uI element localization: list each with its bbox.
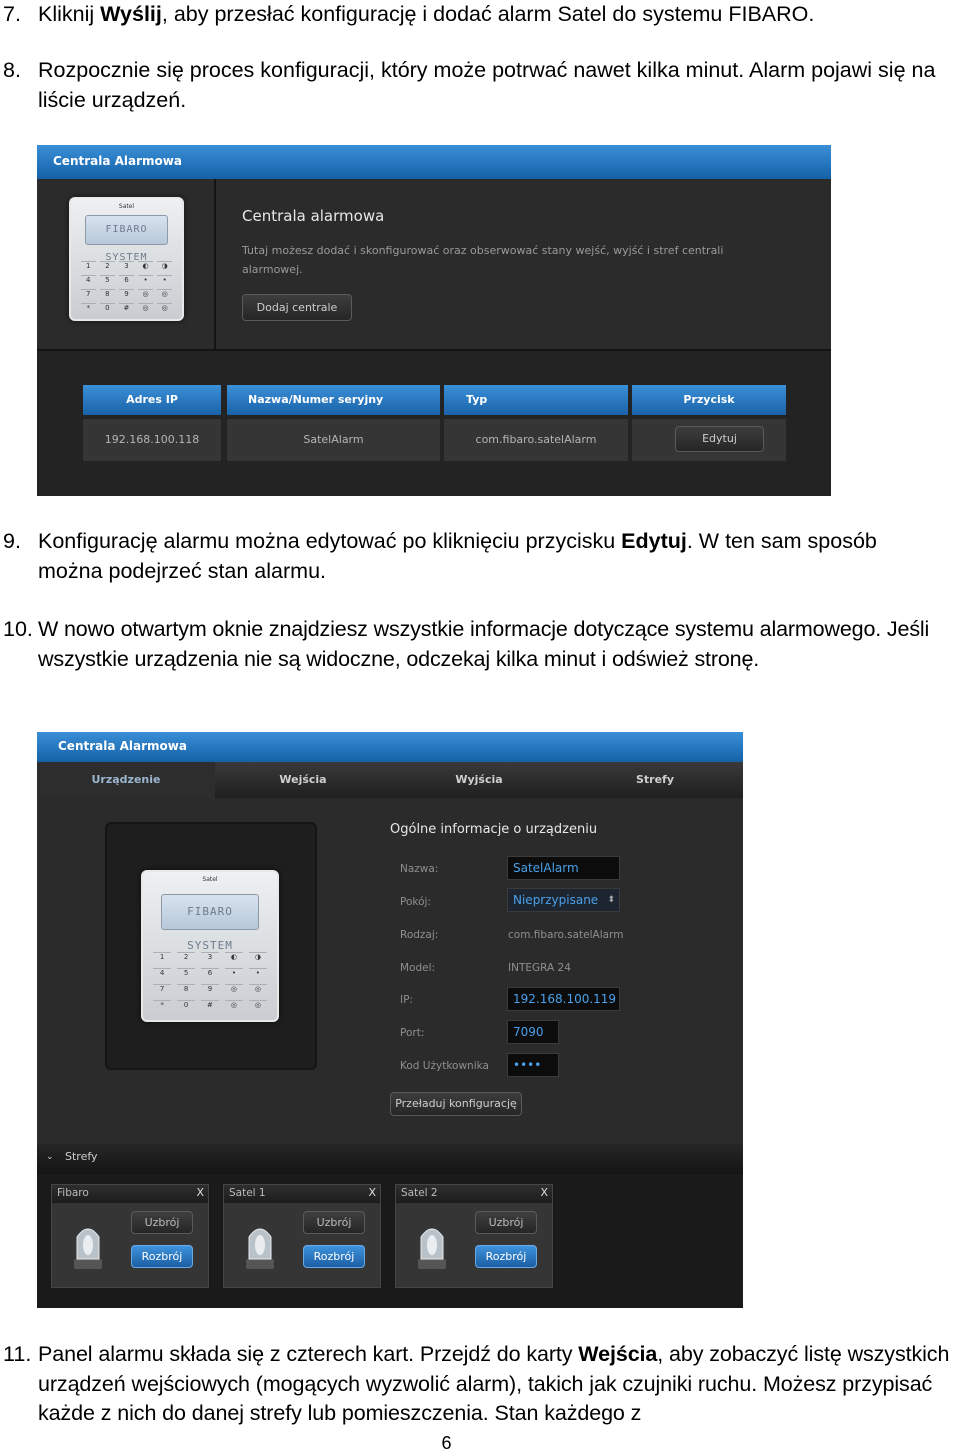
add-centrale-button[interactable]: Dodaj centrale [242, 294, 352, 321]
select-arrow-icon: ⬍ [607, 895, 615, 905]
zone-header: Fibaro X [52, 1185, 208, 1203]
port-input[interactable]: 7090 [507, 1020, 559, 1044]
cell-name: SatelAlarm [227, 419, 440, 461]
step-text: Konfigurację alarmu można edytować po kliknięciu przycisku Edytuj. W ten sam sposób można podejrzeć stan alarmu. [38, 529, 877, 583]
divider [37, 349, 831, 351]
step-number: 10. [3, 617, 33, 641]
name-label: Nazwa: [400, 863, 439, 875]
step-number: 7. [3, 2, 21, 26]
step-text: Kliknij Wyślij, aby przesłać konfigurację i dodać alarm Satel do systemu FIBARO. [38, 2, 815, 26]
ip-input[interactable]: 192.168.100.119 [507, 987, 620, 1011]
screenshot-alarm-list [37, 145, 831, 496]
siren-icon [412, 1219, 452, 1271]
screenshot-device-details [37, 732, 743, 1308]
collapse-icon: ⌄ [46, 1152, 54, 1162]
cell-type: com.fibaro.satelAlarm [444, 419, 628, 461]
tab-outputs[interactable]: Wyjścia [455, 773, 503, 786]
room-label: Pokój: [400, 896, 431, 908]
disarm-button[interactable]: Rozbrój [131, 1245, 193, 1268]
siren-icon [240, 1219, 280, 1271]
arm-button[interactable]: Uzbrój [303, 1211, 365, 1234]
column-header-button: Przycisk [632, 385, 786, 415]
step-number: 8. [3, 58, 21, 82]
step-number: 11. [3, 1342, 32, 1366]
close-icon[interactable]: X [196, 1186, 204, 1199]
edit-button[interactable]: Edytuj [675, 426, 764, 452]
step-number: 9. [3, 529, 21, 553]
disarm-button[interactable]: Rozbrój [475, 1245, 537, 1268]
tab-device[interactable]: Urządzenie [37, 762, 215, 798]
tab-zones[interactable]: Strefy [635, 773, 675, 786]
arm-button[interactable]: Uzbrój [475, 1211, 537, 1234]
user-code-input[interactable]: •••• [507, 1053, 559, 1077]
page-number: 6 [441, 1433, 452, 1453]
close-icon[interactable]: X [540, 1186, 548, 1199]
keypad-image: Satel FIBARO SYSTEM 1 2 3 ◐ ◑ 4 5 6 • • 7 8 9 ◎ ◎ * 0 # ◎ ◎ [141, 870, 279, 1022]
keypad-display: FIBARO SYSTEM [85, 215, 168, 245]
zone-header: Satel 2 X [396, 1185, 552, 1203]
column-header-ip: Adres IP [83, 385, 221, 415]
zone-card [395, 1184, 553, 1288]
zone-card [223, 1184, 381, 1288]
column-header-name: Nazwa/Numer seryjny [227, 385, 440, 415]
column-header-type: Typ [444, 385, 628, 415]
tab-bar [37, 762, 743, 798]
zone-card [51, 1184, 209, 1288]
model-value: INTEGRA 24 [508, 962, 571, 974]
name-input[interactable]: SatelAlarm [507, 856, 620, 880]
window-title: Centrala Alarmowa [37, 732, 743, 762]
room-select[interactable]: Nieprzypisane ⬍ [507, 888, 620, 912]
tab-inputs[interactable]: Wejścia [279, 773, 327, 786]
section-description: Tutaj możesz dodać i skonfigurować oraz obserwować stany wejść, wyjść i stref centrali alarmowej. [242, 244, 724, 276]
zone-header: Satel 1 X [224, 1185, 380, 1203]
cell-button [632, 419, 786, 461]
ip-label: IP: [400, 994, 413, 1006]
keypad-display: FIBARO SYSTEM [161, 894, 259, 930]
zones-title: Strefy [65, 1150, 98, 1163]
zones-bar[interactable] [37, 1144, 743, 1174]
window-title: Centrala Alarmowa [37, 145, 831, 179]
user-code-label: Kod Użytkownika [400, 1060, 489, 1072]
model-label: Model: [400, 962, 436, 974]
arm-button[interactable]: Uzbrój [131, 1211, 193, 1234]
close-icon[interactable]: X [368, 1186, 376, 1199]
step-text: Panel alarmu składa się z czterech kart. Przejdź do karty Wejścia, aby zobaczyć listę wszystkich urządzeń wejściowych (mogących wyzwolić alarm), takich jak czujniki ruchu. Możesz przypisać każde z nich do danej strefy lub pomieszczenia. Stan każdego z [38, 1342, 950, 1425]
step-text: Rozpocznie się proces konfiguracji, który może potrwać nawet kilka minut. Alarm pojawi się na liście urządzeń. [38, 58, 936, 112]
divider [214, 179, 216, 350]
disarm-button[interactable]: Rozbrój [303, 1245, 365, 1268]
section-title: Ogólne informacje o urządzeniu [390, 822, 598, 837]
keypad-image: Satel FIBARO SYSTEM 1 2 3 ◐ ◑ 4 5 6 • • 7 8 9 ◎ ◎ * 0 # ◎ ◎ [69, 197, 184, 321]
section-heading: Centrala alarmowa [242, 207, 385, 225]
type-value: com.fibaro.satelAlarm [508, 929, 624, 941]
cell-ip: 192.168.100.118 [83, 419, 221, 461]
step-text: W nowo otwartym oknie znajdziesz wszystkie informacje dotyczące systemu alarmowego. Jeśli wszystkie urządzenia nie są widoczne, odczekaj kilka minut i odśwież stronę. [38, 617, 930, 671]
port-label: Port: [400, 1027, 425, 1039]
reload-config-button[interactable]: Przeładuj konfigurację [390, 1092, 522, 1116]
type-label: Rodzaj: [400, 929, 439, 941]
siren-icon [68, 1219, 108, 1271]
